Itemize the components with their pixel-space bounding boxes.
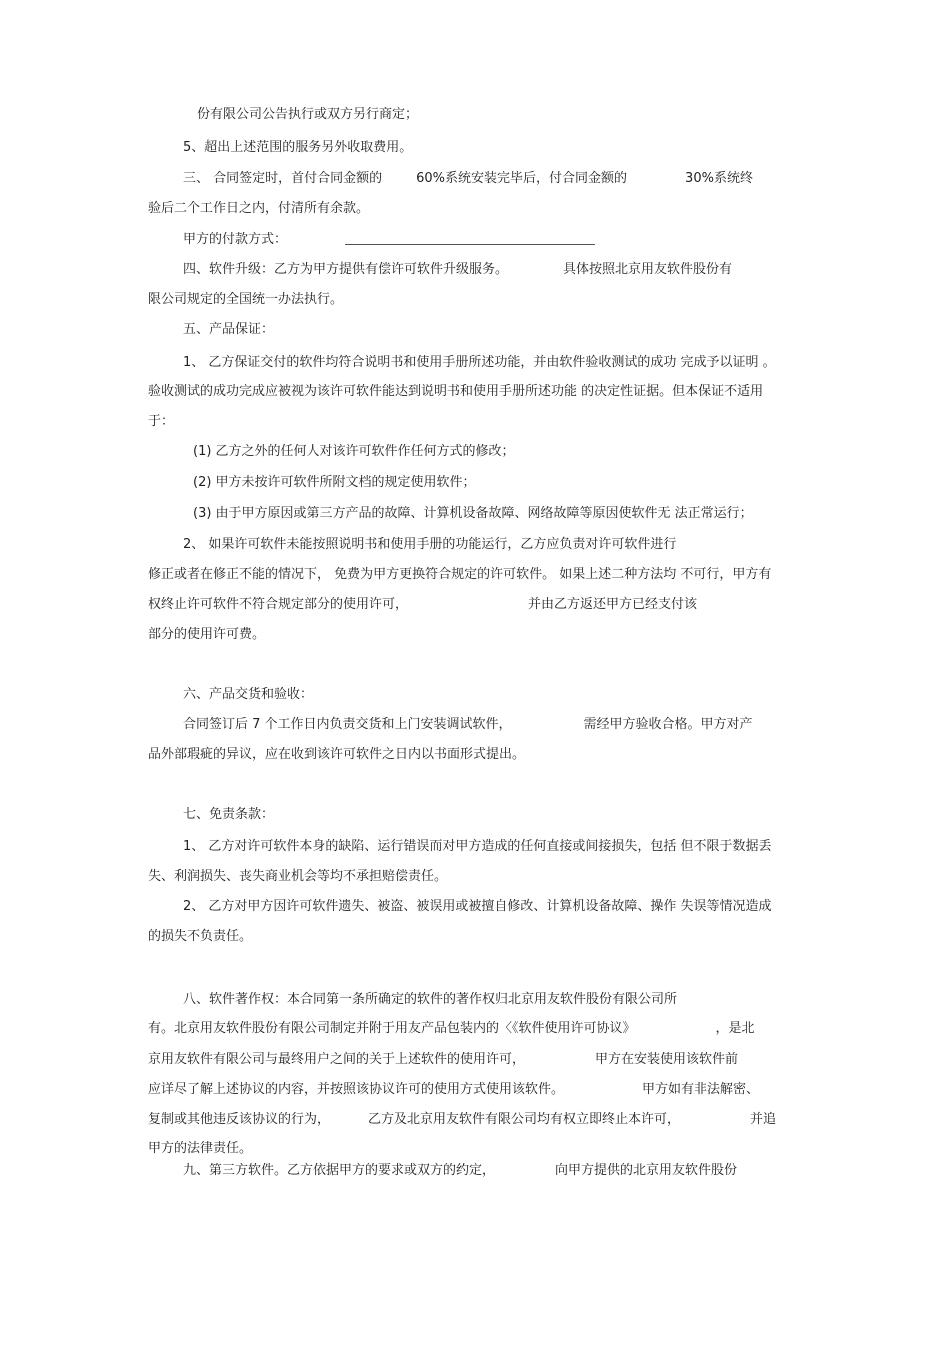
payment-method-blank: [345, 234, 595, 245]
paragraph-line: 份有限公司公告执行或双方另行商定；: [197, 107, 419, 122]
section-heading-upgrade: 四、软件升级：乙方为甲方提供有偿许可软件升级服务。 具体按照北京用友软件股份有: [183, 262, 733, 277]
paragraph-line: 失、利润损失、丧失商业机会等均不承担赔偿责任。: [148, 869, 448, 884]
paragraph-line: 应详尽了解上述协议的内容，并按照该协议许可的使用方式使用该软件。 甲方如有非法解密、: [148, 1082, 760, 1097]
paragraph-line: 权终止许可软件不符合规定部分的使用许可， 并由乙方返还甲方已经支付该: [148, 597, 698, 612]
paragraph-line: 修正或者在修正不能的情况下， 免费为甲方更换符合规定的许可软件。 如果上述二种方法均 不可行，甲方有: [148, 567, 772, 582]
list-item: (3) 由于甲方原因或第三方产品的故障、计算机设备故障、网络故障等原因使软件无 法正常运行；: [193, 506, 753, 521]
list-item: (2) 甲方未按许可软件所附文档的规定使用软件；: [193, 475, 476, 490]
paragraph-line: 合同签订后 7 个工作日内负责交货和上门安装调试软件， 需经甲方验收合格。甲方对产: [183, 717, 753, 732]
paragraph-line: 1、 乙方对许可软件本身的缺陷、运行错误而对甲方造成的任何直接或间接损失，包括 但不限于数据丢: [183, 839, 772, 854]
paragraph-line: 品外部瑕疵的异议，应在收到该许可软件之日内以书面形式提出。: [148, 747, 526, 762]
paragraph-line: 于：: [148, 414, 175, 429]
paragraph-line: 复制或其他违反该协议的行为， 乙方及北京用友软件有限公司均有权立即终止本许可， 并追: [148, 1112, 777, 1127]
paragraph-line: 的损失不负责任。: [148, 929, 253, 944]
paragraph-line: 验收测试的成功完成应被视为该许可软件能达到说明书和使用手册所述功能 的决定性证据。但本保证不适用: [148, 384, 764, 399]
section-heading-delivery: 六、产品交货和验收：: [183, 687, 314, 702]
payment-method-line: 甲方的付款方式：: [183, 231, 595, 249]
paragraph-line: 有。北京用友软件股份有限公司制定并附于用友产品包装内的〈《软件使用许可协议》 ，是北: [148, 1021, 755, 1036]
section-heading-payment: 三、 合同签定时，首付合同金额的 60%系统安装完毕后，付合同金额的 30%系统终: [183, 171, 753, 186]
paragraph-line: 5、超出上述范围的服务另外收取费用。: [183, 140, 413, 155]
section-heading-copyright: 八、软件著作权：本合同第一条所确定的软件的著作权归北京用友软件股份有限公司所: [183, 992, 678, 1007]
list-item: (1) 乙方之外的任何人对该许可软件作任何方式的修改；: [193, 444, 515, 459]
paragraph-line: 京用友软件有限公司与最终用户之间的关于上述软件的使用许可， 甲方在安装使用该软件前: [148, 1052, 739, 1067]
paragraph-line: 限公司规定的全国统一办法执行。: [148, 292, 344, 307]
section-heading-warranty: 五、产品保证：: [183, 322, 275, 337]
paragraph-line: 1、 乙方保证交付的软件均符合说明书和使用手册所述功能，并由软件验收测试的成功 完成予以证明 。: [183, 355, 776, 370]
paragraph-line: 2、 乙方对甲方因许可软件遗失、被盗、被误用或被擅自修改、计算机设备故障、操作 失误等情况造成: [183, 899, 772, 914]
section-heading-third-party: 九、第三方软件。乙方依据甲方的要求或双方的约定， 向甲方提供的北京用友软件股份: [183, 1163, 738, 1178]
section-heading-disclaimer: 七、免责条款：: [183, 807, 275, 822]
paragraph-line: 验后二个工作日之内，付清所有余款。: [148, 201, 370, 216]
paragraph-line: 部分的使用许可费。: [148, 627, 266, 642]
paragraph-line: 甲方的法律责任。: [148, 1141, 253, 1156]
paragraph-line: 2、 如果许可软件未能按照说明书和使用手册的功能运行，乙方应负责对许可软件进行: [183, 537, 677, 552]
